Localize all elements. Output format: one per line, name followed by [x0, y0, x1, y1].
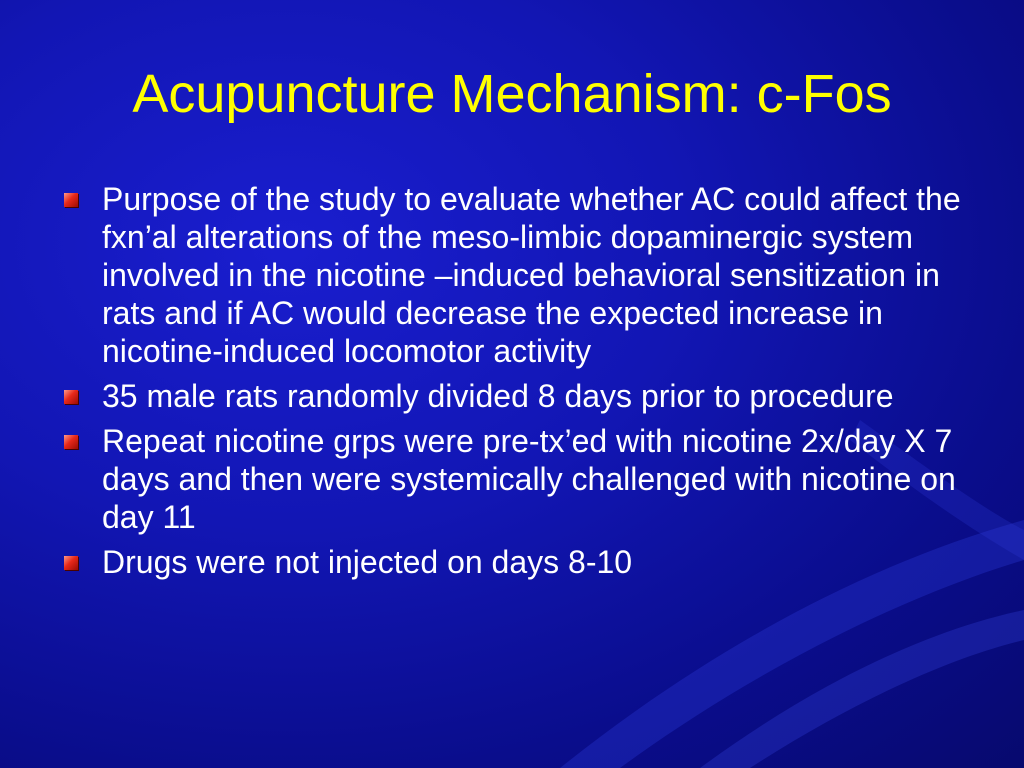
red-square-bullet-icon: [64, 390, 78, 404]
red-square-bullet-icon: [64, 556, 78, 570]
bullet-text: 35 male rats randomly divided 8 days prior to procedure: [102, 378, 894, 414]
bullet-list: [60, 180, 965, 588]
bullet-item: [60, 180, 965, 370]
bullet-text: Repeat nicotine grps were pre-tx’ed with nicotine 2x/day X 7 days and then were systemically challenged with nicotine on day 11: [102, 423, 956, 535]
bullet-text: Purpose of the study to evaluate whether AC could affect the fxn’al alterations of the meso-limbic dopaminergic system involved in the nicotine –induced behavioral sensitization in rats and if AC would decrease the expected increase in nicotine-induced locomotor activity: [102, 181, 961, 369]
bullet-item: [60, 422, 965, 536]
bullet-item: [60, 377, 965, 415]
bullet-text: Drugs were not injected on days 8-10: [102, 544, 633, 580]
red-square-bullet-icon: [64, 193, 78, 207]
slide-title: Acupuncture Mechanism: c-Fos: [132, 64, 892, 124]
red-square-bullet-icon: [64, 435, 78, 449]
bullet-item: [60, 543, 965, 581]
